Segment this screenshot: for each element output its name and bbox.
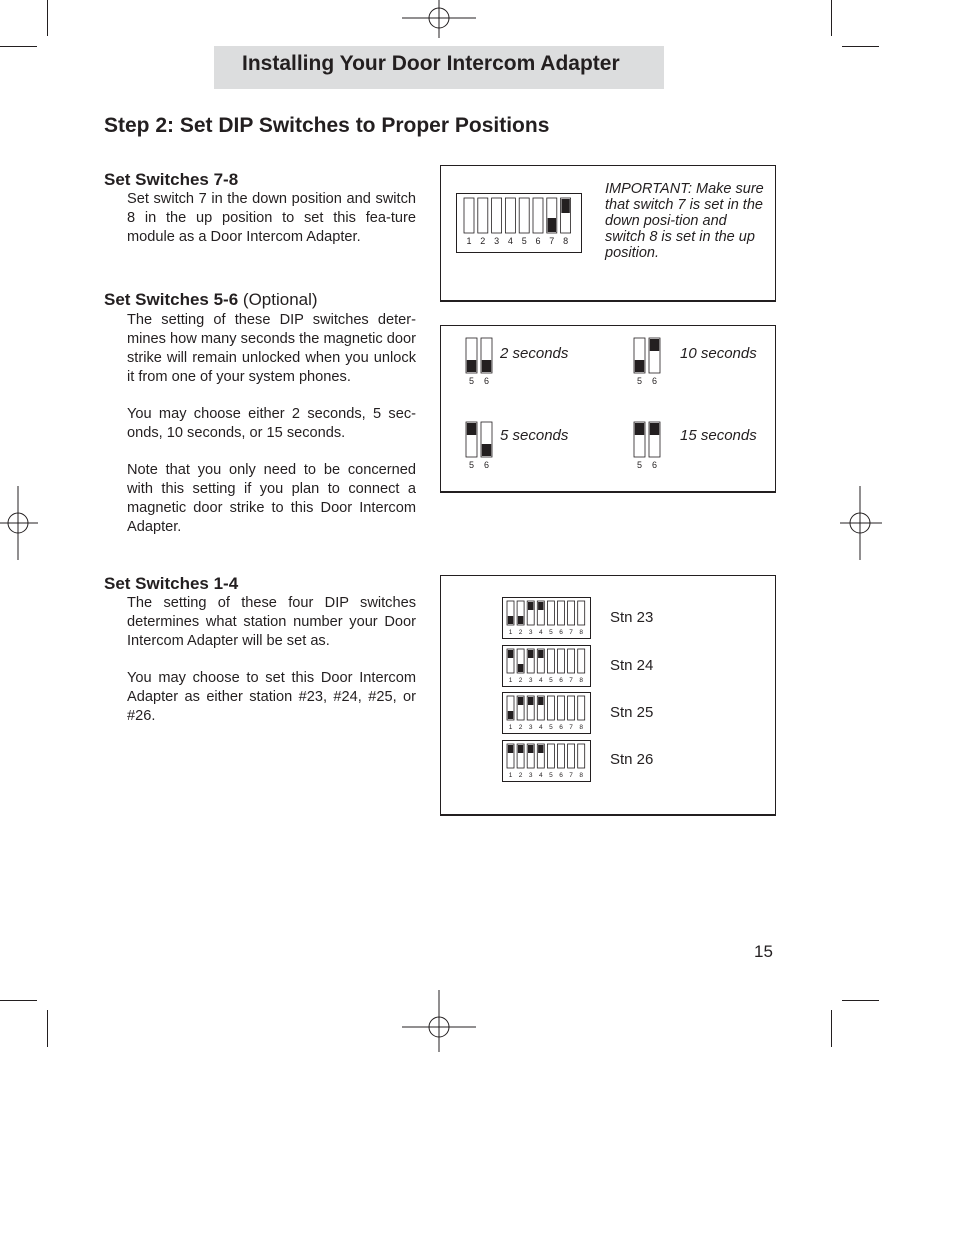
station-label: Stn 26 <box>610 751 654 768</box>
switch-number-label: 6 <box>535 236 541 246</box>
dip-switch-knob-up <box>528 745 533 753</box>
switch-number-label: 6 <box>559 677 563 684</box>
dip-switch-knob-up <box>650 339 659 351</box>
step-title: Step 2: Set DIP Switches to Proper Positions <box>104 114 550 137</box>
crop-mark <box>47 1010 48 1047</box>
switch-number-label: 5 <box>521 236 527 246</box>
station-label: Stn 24 <box>610 657 654 674</box>
switch-number-label: 2 <box>518 629 523 636</box>
switch-number-label: 6 <box>651 460 658 470</box>
switch-number-label: 6 <box>559 724 563 731</box>
crop-mark <box>0 1000 37 1001</box>
dip-switch-slot <box>519 198 529 233</box>
dip-switch-knob-down <box>518 616 523 624</box>
dip-switch-knob-up <box>538 745 543 753</box>
section-heading-switches-1-4: Set Switches 1-4 <box>104 574 239 593</box>
dip-switch-housing <box>503 693 591 734</box>
dip-switch-8-way-diagram <box>456 193 582 253</box>
page-header-title: Installing Your Door Intercom Adapter <box>242 52 620 75</box>
dip-switch-knob-down <box>518 664 523 672</box>
dip-switch-knob-down <box>508 711 513 719</box>
dip-switch-slot <box>492 198 502 233</box>
switch-number-label: 6 <box>559 629 563 636</box>
switch-number-label: 8 <box>579 772 584 779</box>
dip-switch-station-diagram <box>502 692 591 734</box>
section-heading-switches-7-8: Set Switches 7-8 <box>104 170 239 189</box>
switch-number-label: 4 <box>538 724 543 731</box>
dip-switch-housing <box>503 741 591 782</box>
dip-switch-station-diagram <box>502 645 591 687</box>
dip-switch-knob-up <box>528 602 533 610</box>
switch-number-label: 2 <box>518 677 523 684</box>
registration-mark-icon <box>0 486 38 560</box>
dip-switch-knob-up <box>518 697 523 705</box>
paragraph: You may choose to set this Door Intercom Adapter as either station #23, #24, #25, or #26. <box>127 670 416 724</box>
dip-switch-knob-up <box>635 423 644 435</box>
registration-mark-icon <box>840 486 882 560</box>
dip-switch-slot <box>547 649 554 673</box>
duration-label: 5 seconds <box>500 427 569 444</box>
dip-switch-knob-down <box>482 360 491 372</box>
paragraph: The setting of these four DIP switches determines what station number your Door Intercom Adapter will be set as. <box>127 595 416 649</box>
dip-switch-slot <box>578 649 585 673</box>
dip-switch-slot <box>558 601 565 625</box>
switch-number-label: 6 <box>651 376 658 386</box>
switch-number-label: 2 <box>480 236 486 246</box>
dip-switch-station-diagram <box>502 597 591 639</box>
switch-number-label: 4 <box>538 629 543 636</box>
dip-switch-5-6-diagram <box>462 336 496 388</box>
dip-switch-slot <box>568 601 575 625</box>
dip-switch-station-diagram <box>502 740 591 782</box>
switch-number-label: 7 <box>549 236 555 246</box>
switch-number-label: 3 <box>494 236 500 246</box>
duration-label: 2 seconds <box>500 345 569 362</box>
switch-number-label: 5 <box>468 460 475 470</box>
dip-switch-5-6-diagram <box>630 420 664 472</box>
dip-switch-knob-up <box>538 602 543 610</box>
station-label: Stn 23 <box>610 609 654 626</box>
dip-switch-slot <box>505 198 515 233</box>
duration-label: 10 seconds <box>680 345 757 362</box>
dip-switch-knob-down <box>548 218 556 232</box>
switch-number-label: 4 <box>538 677 543 684</box>
dip-switch-slot <box>558 649 565 673</box>
switch-number-label: 4 <box>507 236 513 246</box>
paragraph: The setting of these DIP switches deter-mines how many seconds the magnetic door strike will remain unlocked when you unlock it from one of your system phones. <box>127 312 416 385</box>
section-body-switches-1-4 <box>127 594 416 726</box>
important-note: IMPORTANT: Make sure that switch 7 is set in the down posi-tion and switch 8 is set in the up position. <box>605 181 764 261</box>
dip-switch-knob-up <box>508 650 513 658</box>
station-label: Stn 25 <box>610 704 654 721</box>
dip-switch-slot <box>547 696 554 720</box>
switch-number-label: 2 <box>518 772 523 779</box>
crop-mark <box>842 46 879 47</box>
crop-mark <box>0 46 37 47</box>
dip-switch-slot <box>568 649 575 673</box>
registration-mark-icon <box>402 0 476 38</box>
dip-switch-1-4-figure <box>440 575 776 816</box>
switch-number-label: 3 <box>528 772 533 779</box>
switch-number-label: 6 <box>483 460 490 470</box>
dip-switch-slot <box>568 744 575 768</box>
switch-number-label: 6 <box>483 376 490 386</box>
section-heading-switches-5-6 <box>104 290 318 310</box>
paragraph: Set switch 7 in the down position and switch 8 in the up position to set this fea-ture module as a Door Intercom Adapter. <box>127 191 416 245</box>
paragraph: You may choose either 2 seconds, 5 sec-onds, 10 seconds, or 15 seconds. <box>127 406 416 441</box>
section-body-switches-5-6 <box>127 311 416 537</box>
dip-switch-slot <box>578 601 585 625</box>
switch-number-label: 7 <box>569 724 573 731</box>
switch-number-label: 5 <box>468 376 475 386</box>
switch-number-label: 5 <box>549 724 553 731</box>
switch-number-label: 8 <box>563 236 569 246</box>
switch-number-label: 3 <box>528 629 533 636</box>
dip-switch-knob-up <box>467 423 476 435</box>
dip-switch-5-6-diagram <box>630 336 664 388</box>
switch-number-label: 3 <box>528 724 533 731</box>
dip-switch-slot <box>558 744 565 768</box>
switch-number-label: 4 <box>538 772 543 779</box>
crop-mark <box>831 0 832 36</box>
switch-number-label: 2 <box>518 724 523 731</box>
switch-number-label: 8 <box>579 724 584 731</box>
dip-switch-knob-up <box>538 650 543 658</box>
dip-switch-housing <box>503 646 591 687</box>
dip-switch-knob-up <box>538 697 543 705</box>
switch-number-label: 5 <box>636 460 643 470</box>
dip-switch-slot <box>558 696 565 720</box>
paragraph: Note that you only need to be concerned with this setting if you plan to connect a magnetic door strike to this Door Intercom Adapter. <box>127 462 416 535</box>
dip-switch-knob-up <box>528 650 533 658</box>
heading-optional-note: (Optional) <box>242 290 318 309</box>
dip-switch-slot <box>547 744 554 768</box>
switch-number-label: 5 <box>549 772 553 779</box>
dip-switch-housing <box>503 598 591 639</box>
switch-number-label: 5 <box>549 677 553 684</box>
switch-number-label: 5 <box>549 629 553 636</box>
switch-number-label: 1 <box>508 677 513 684</box>
switch-number-label: 6 <box>559 772 563 779</box>
heading-text: Set Switches 5-6 <box>104 290 239 309</box>
dip-switch-slot <box>578 696 585 720</box>
dip-switch-knob-down <box>482 444 491 456</box>
switch-number-label: 3 <box>528 677 533 684</box>
switch-number-label: 1 <box>508 772 513 779</box>
switch-number-label: 1 <box>466 236 472 246</box>
section-body-switches-7-8 <box>127 190 416 247</box>
dip-switch-slot <box>464 198 474 233</box>
dip-switch-slot <box>478 198 488 233</box>
crop-mark <box>842 1000 879 1001</box>
switch-number-label: 7 <box>569 677 573 684</box>
switch-number-label: 7 <box>569 629 573 636</box>
dip-switch-slot <box>568 696 575 720</box>
switch-number-label: 8 <box>579 677 584 684</box>
switch-number-label: 1 <box>508 629 513 636</box>
dip-switch-5-6-diagram <box>462 420 496 472</box>
switch-number-label: 1 <box>508 724 513 731</box>
crop-mark <box>47 0 48 36</box>
dip-switch-knob-down <box>467 360 476 372</box>
duration-label: 15 seconds <box>680 427 757 444</box>
dip-switch-knob-down <box>508 616 513 624</box>
dip-switch-slot <box>533 198 543 233</box>
dip-switch-slot <box>547 601 554 625</box>
dip-switch-slot <box>578 744 585 768</box>
crop-mark <box>831 1010 832 1047</box>
dip-switch-knob-up <box>561 199 569 213</box>
dip-switch-knob-up <box>508 745 513 753</box>
dip-switch-knob-up <box>528 697 533 705</box>
dip-switch-knob-up <box>650 423 659 435</box>
dip-switch-knob-down <box>635 360 644 372</box>
switch-number-label: 7 <box>569 772 573 779</box>
registration-mark-icon <box>402 990 476 1062</box>
switch-number-label: 8 <box>579 629 584 636</box>
dip-switch-knob-up <box>518 745 523 753</box>
switch-number-label: 5 <box>636 376 643 386</box>
page-number: 15 <box>754 942 773 961</box>
